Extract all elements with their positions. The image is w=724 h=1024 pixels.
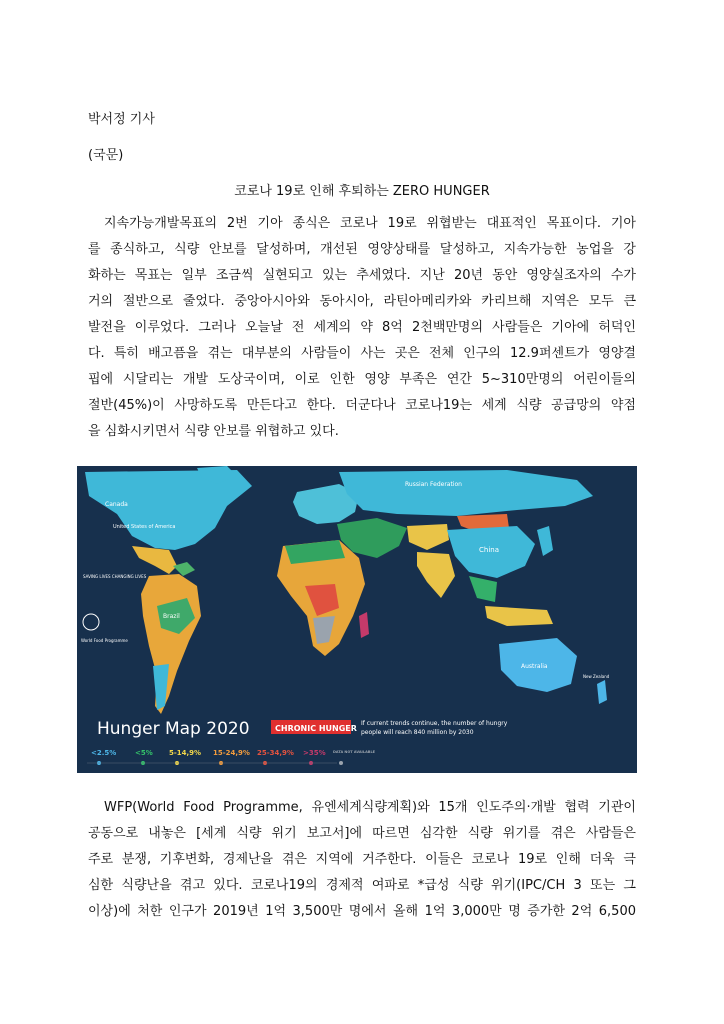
hunger-map-image	[77, 466, 637, 773]
paragraph-line: 거의 절반으로 줄었다. 중앙아시아와 동아시아, 라틴아메리카와 카리브해 지역은 모두 큰	[88, 294, 636, 309]
label-australia: Australia	[521, 663, 548, 670]
legend-label: >35%	[303, 749, 326, 757]
wfp-name: World Food Programme	[81, 638, 128, 643]
section-label: (국문)	[88, 148, 124, 163]
paragraph-line: 절반(45%)이 사망하도록 만든다고 한다. 더군다나 코로나19는 세계 식량 공급망의 약점	[88, 398, 636, 413]
paragraph-line: 화하는 목표는 일부 조금씩 실현되고 있는 추세였다. 지난 20년 동안 영양실조자의 수가	[88, 268, 636, 283]
legend-label: <2.5%	[91, 749, 117, 757]
paragraph-line: 핍에 시달리는 개발 도상국이며, 이로 인한 영양 부족은 연간 5~310만명의 어린이들의	[88, 372, 636, 387]
label-china: China	[479, 546, 499, 554]
paragraph-line: 지속가능개발목표의 2번 기아 종식은 코로나 19로 위협받는 대표적인 목표이다. 기아	[104, 216, 636, 231]
legend-label: DATA NOT AVAILABLE	[333, 750, 376, 754]
map-note-line1: If current trends continue, the number of hungry	[361, 720, 508, 727]
label-new-zealand: New Zealand	[583, 674, 610, 679]
label-brazil: Brazil	[163, 613, 180, 620]
map-note-line2: people will reach 840 million by 2030	[361, 729, 474, 736]
wfp-slogan: SAVING LIVES CHANGING LIVES	[83, 574, 147, 579]
paragraph-line: WFP(World Food Programme, 유엔세계식량계획)와 15개 인도주의·개발 협력 기관이	[104, 800, 636, 815]
legend-label: 15-24,9%	[213, 749, 250, 757]
paragraph-line: 발전을 이루었다. 그러나 오늘날 전 세계의 약 8억 2천백만명의 사람들은 기아에 허덕인	[88, 320, 636, 335]
paragraph-line: 공동으로 내놓은 [세계 식량 위기 보고서]에 따르면 심각한 식량 위기를 겪은 사람들은	[88, 826, 636, 841]
paragraph-line: 심한 식량난을 겪고 있다. 코로나19의 경제적 여파로 *급성 식량 위기(IPC/CH 3 또는 그	[88, 878, 636, 893]
chronic-hunger-label: CHRONIC HUNGER	[275, 724, 357, 733]
label-canada: Canada	[105, 501, 128, 508]
label-usa: United States of America	[113, 524, 176, 530]
author-byline: 박서정 기사	[88, 112, 155, 127]
legend-label: 25-34,9%	[257, 749, 294, 757]
paragraph-line: 주로 분쟁, 기후변화, 경제난을 겪은 지역에 거주한다. 이들은 코로나 19로 인해 더욱 극	[88, 852, 636, 867]
article-title: 코로나 19로 인해 후퇴하는 ZERO HUNGER	[234, 184, 490, 199]
paragraph-line: 다. 특히 배고픔을 겪는 대부분의 사람들이 사는 곳은 전체 인구의 12.9퍼센트가 영양결	[88, 346, 636, 361]
legend-label: 5-14,9%	[169, 749, 202, 757]
legend-label: <5%	[135, 749, 153, 757]
legend-dot	[339, 761, 343, 765]
label-russia: Russian Federation	[405, 481, 462, 488]
paragraph-line: 이상)에 처한 인구가 2019년 1억 3,500만 명에서 올해 1억 3,000만 명 증가한 2억 6,500	[88, 904, 636, 919]
paragraph-line: 를 종식하고, 식량 안보를 달성하며, 개선된 영양상태를 달성하고, 지속가능한 농업을 강	[88, 242, 636, 257]
map-title: Hunger Map 2020	[97, 719, 250, 739]
paragraph-line: 을 심화시키면서 식량 안보를 위협하고 있다.	[88, 424, 339, 439]
